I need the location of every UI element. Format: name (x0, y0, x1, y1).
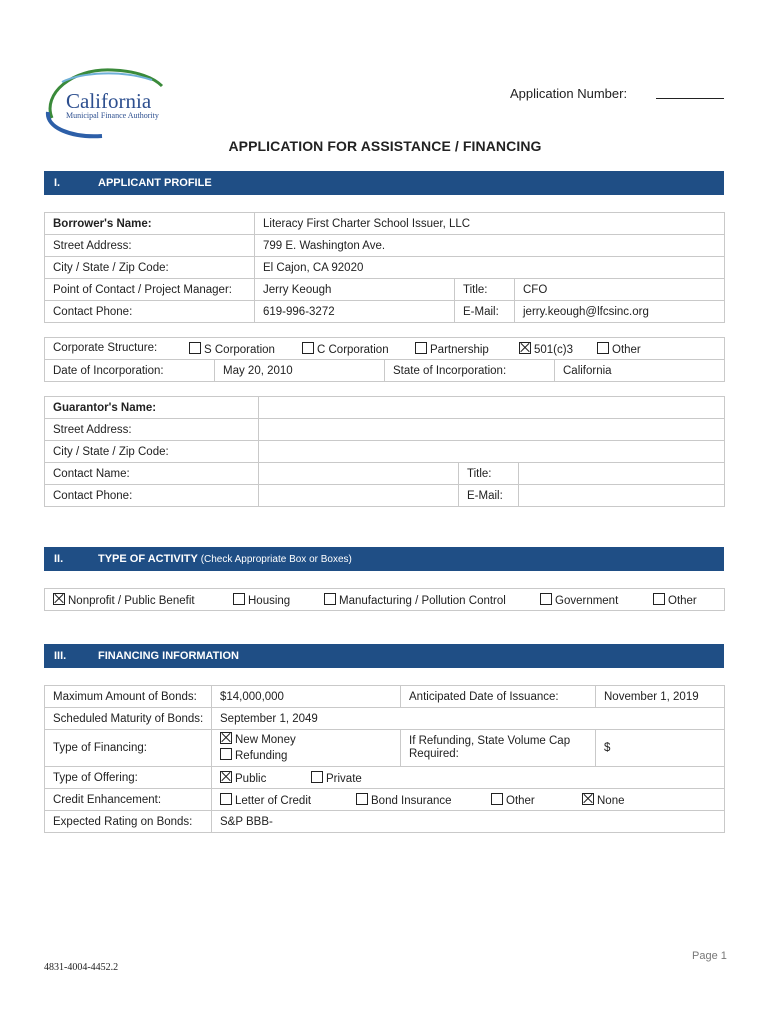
activity-table (44, 588, 725, 611)
option-none[interactable]: None (582, 793, 625, 807)
corporate-structure-table (44, 337, 725, 382)
city-state-zip-value[interactable]: El Cajon, CA 92020 (255, 257, 725, 279)
table-row (45, 767, 725, 789)
guarantor-city-value[interactable] (259, 441, 725, 463)
refunding-volume-cap-label: If Refunding, State Volume Cap Required: (401, 730, 596, 767)
guarantor-title-label: Title: (459, 463, 519, 485)
checkbox-icon (415, 342, 427, 354)
section-1-title: APPLICANT PROFILE (98, 177, 212, 189)
credit-enhancement-label: Credit Enhancement: (45, 789, 212, 811)
option-501c3[interactable]: 501(c)3 (519, 342, 573, 356)
application-number-label: Application Number: (510, 86, 628, 101)
table-row (45, 589, 725, 611)
borrower-table (44, 212, 725, 323)
contact-title-value[interactable]: CFO (515, 279, 725, 301)
maturity-label: Scheduled Maturity of Bonds: (45, 708, 212, 730)
contact-email-value[interactable]: jerry.keough@lfcsinc.org (515, 301, 725, 323)
guarantor-name-label: Guarantor's Name: (45, 397, 259, 419)
option-manufacturing[interactable]: Manufacturing / Pollution Control (324, 593, 506, 607)
expected-rating-label: Expected Rating on Bonds: (45, 811, 212, 833)
checked-checkbox-icon (220, 732, 232, 744)
checkbox-icon (597, 342, 609, 354)
guarantor-phone-value[interactable] (259, 485, 459, 507)
point-of-contact-label: Point of Contact / Project Manager: (45, 279, 255, 301)
financing-type-label: Type of Financing: (45, 730, 212, 767)
section-3-header (44, 644, 724, 668)
table-row (45, 279, 725, 301)
document-id: 4831-4004-4452.2 (44, 962, 119, 973)
checkbox-icon (233, 593, 245, 605)
guarantor-name-value[interactable] (259, 397, 725, 419)
option-housing[interactable]: Housing (233, 593, 290, 607)
checkbox-icon (356, 793, 368, 805)
option-activity-other[interactable]: Other (653, 593, 697, 607)
table-row (45, 686, 725, 708)
point-of-contact-value[interactable]: Jerry Keough (255, 279, 455, 301)
contact-phone-value[interactable]: 619-996-3272 (255, 301, 455, 323)
option-letter-of-credit[interactable]: Letter of Credit (220, 793, 311, 807)
guarantor-street-label: Street Address: (45, 419, 259, 441)
option-private[interactable]: Private (311, 771, 362, 785)
checkbox-icon (189, 342, 201, 354)
table-row (45, 213, 725, 235)
guarantor-contact-value[interactable] (259, 463, 459, 485)
checked-checkbox-icon (53, 593, 65, 605)
option-new-money[interactable]: New Money (220, 732, 392, 748)
table-row (45, 441, 725, 463)
contact-phone-label: Contact Phone: (45, 301, 255, 323)
application-number-field[interactable] (656, 98, 724, 99)
borrower-name-value[interactable]: Literacy First Charter School Issuer, LLC (255, 213, 725, 235)
section-2-number: II. (54, 553, 64, 565)
option-c-corporation[interactable]: C Corporation (302, 342, 389, 356)
table-row (45, 789, 725, 811)
table-row (45, 811, 725, 833)
table-row (45, 301, 725, 323)
page-number: Page 1 (692, 950, 727, 962)
section-1-header (44, 171, 724, 195)
section-2-subtitle: (Check Appropriate Box or Boxes) (200, 554, 352, 565)
checkbox-icon (220, 748, 232, 760)
cmfa-logo (42, 64, 174, 140)
contact-title-label: Title: (455, 279, 515, 301)
table-row (45, 338, 725, 360)
offering-type-label: Type of Offering: (45, 767, 212, 789)
table-row (45, 360, 725, 382)
svg-text:Municipal Finance Authority: Municipal Finance Authority (66, 111, 159, 120)
guarantor-contact-label: Contact Name: (45, 463, 259, 485)
table-row (45, 485, 725, 507)
financing-table (44, 685, 725, 833)
max-amount-label: Maximum Amount of Bonds: (45, 686, 212, 708)
option-public[interactable]: Public (220, 771, 266, 785)
option-other[interactable]: Other (597, 342, 641, 356)
option-credit-other[interactable]: Other (491, 793, 535, 807)
table-row (45, 397, 725, 419)
state-of-incorporation-label: State of Incorporation: (385, 360, 555, 382)
section-2-header (44, 547, 724, 571)
street-address-value[interactable]: 799 E. Washington Ave. (255, 235, 725, 257)
checkbox-icon (302, 342, 314, 354)
option-partnership[interactable]: Partnership (415, 342, 489, 356)
section-3-number: III. (54, 650, 67, 662)
date-of-incorporation-value[interactable]: May 20, 2010 (215, 360, 385, 382)
table-row (45, 463, 725, 485)
checked-checkbox-icon (220, 771, 232, 783)
guarantor-email-value[interactable] (519, 485, 725, 507)
state-of-incorporation-value[interactable]: California (555, 360, 725, 382)
guarantor-table (44, 396, 725, 507)
street-address-label: Street Address: (45, 235, 255, 257)
guarantor-city-label: City / State / Zip Code: (45, 441, 259, 463)
max-amount-value[interactable]: $14,000,000 (212, 686, 401, 708)
guarantor-street-value[interactable] (259, 419, 725, 441)
checkbox-icon (311, 771, 323, 783)
checkbox-icon (220, 793, 232, 805)
section-2-title: TYPE OF ACTIVITY (Check Appropriate Box or Boxes) (98, 553, 352, 565)
option-refunding[interactable]: Refunding (220, 748, 392, 764)
checkbox-icon (491, 793, 503, 805)
section-3-title: FINANCING INFORMATION (98, 650, 239, 662)
option-nonprofit[interactable]: Nonprofit / Public Benefit (53, 593, 195, 607)
checked-checkbox-icon (582, 793, 594, 805)
table-row (45, 257, 725, 279)
checkbox-icon (653, 593, 665, 605)
guarantor-phone-label: Contact Phone: (45, 485, 259, 507)
refunding-volume-cap-value[interactable]: $ (596, 730, 725, 767)
checkbox-icon (324, 593, 336, 605)
table-row (45, 419, 725, 441)
option-government[interactable]: Government (540, 593, 618, 607)
svg-text:California: California (66, 89, 152, 113)
contact-email-label: E-Mail: (455, 301, 515, 323)
expected-rating-value[interactable]: S&P BBB- (212, 811, 725, 833)
option-bond-insurance[interactable]: Bond Insurance (356, 793, 452, 807)
guarantor-title-value[interactable] (519, 463, 725, 485)
table-row (45, 708, 725, 730)
corporate-structure-label: Corporate Structure: (53, 342, 158, 354)
section-1-number: I. (54, 177, 61, 189)
table-row (45, 235, 725, 257)
city-state-zip-label: City / State / Zip Code: (45, 257, 255, 279)
maturity-value[interactable]: September 1, 2049 (212, 708, 725, 730)
date-of-incorporation-label: Date of Incorporation: (45, 360, 215, 382)
issuance-date-value[interactable]: November 1, 2019 (596, 686, 725, 708)
option-s-corporation[interactable]: S Corporation (189, 342, 275, 356)
guarantor-email-label: E-Mail: (459, 485, 519, 507)
document-title: APPLICATION FOR ASSISTANCE / FINANCING (228, 138, 542, 154)
checked-checkbox-icon (519, 342, 531, 354)
issuance-date-label: Anticipated Date of Issuance: (401, 686, 596, 708)
borrower-name-label: Borrower's Name: (45, 213, 255, 235)
checkbox-icon (540, 593, 552, 605)
table-row (45, 730, 725, 767)
